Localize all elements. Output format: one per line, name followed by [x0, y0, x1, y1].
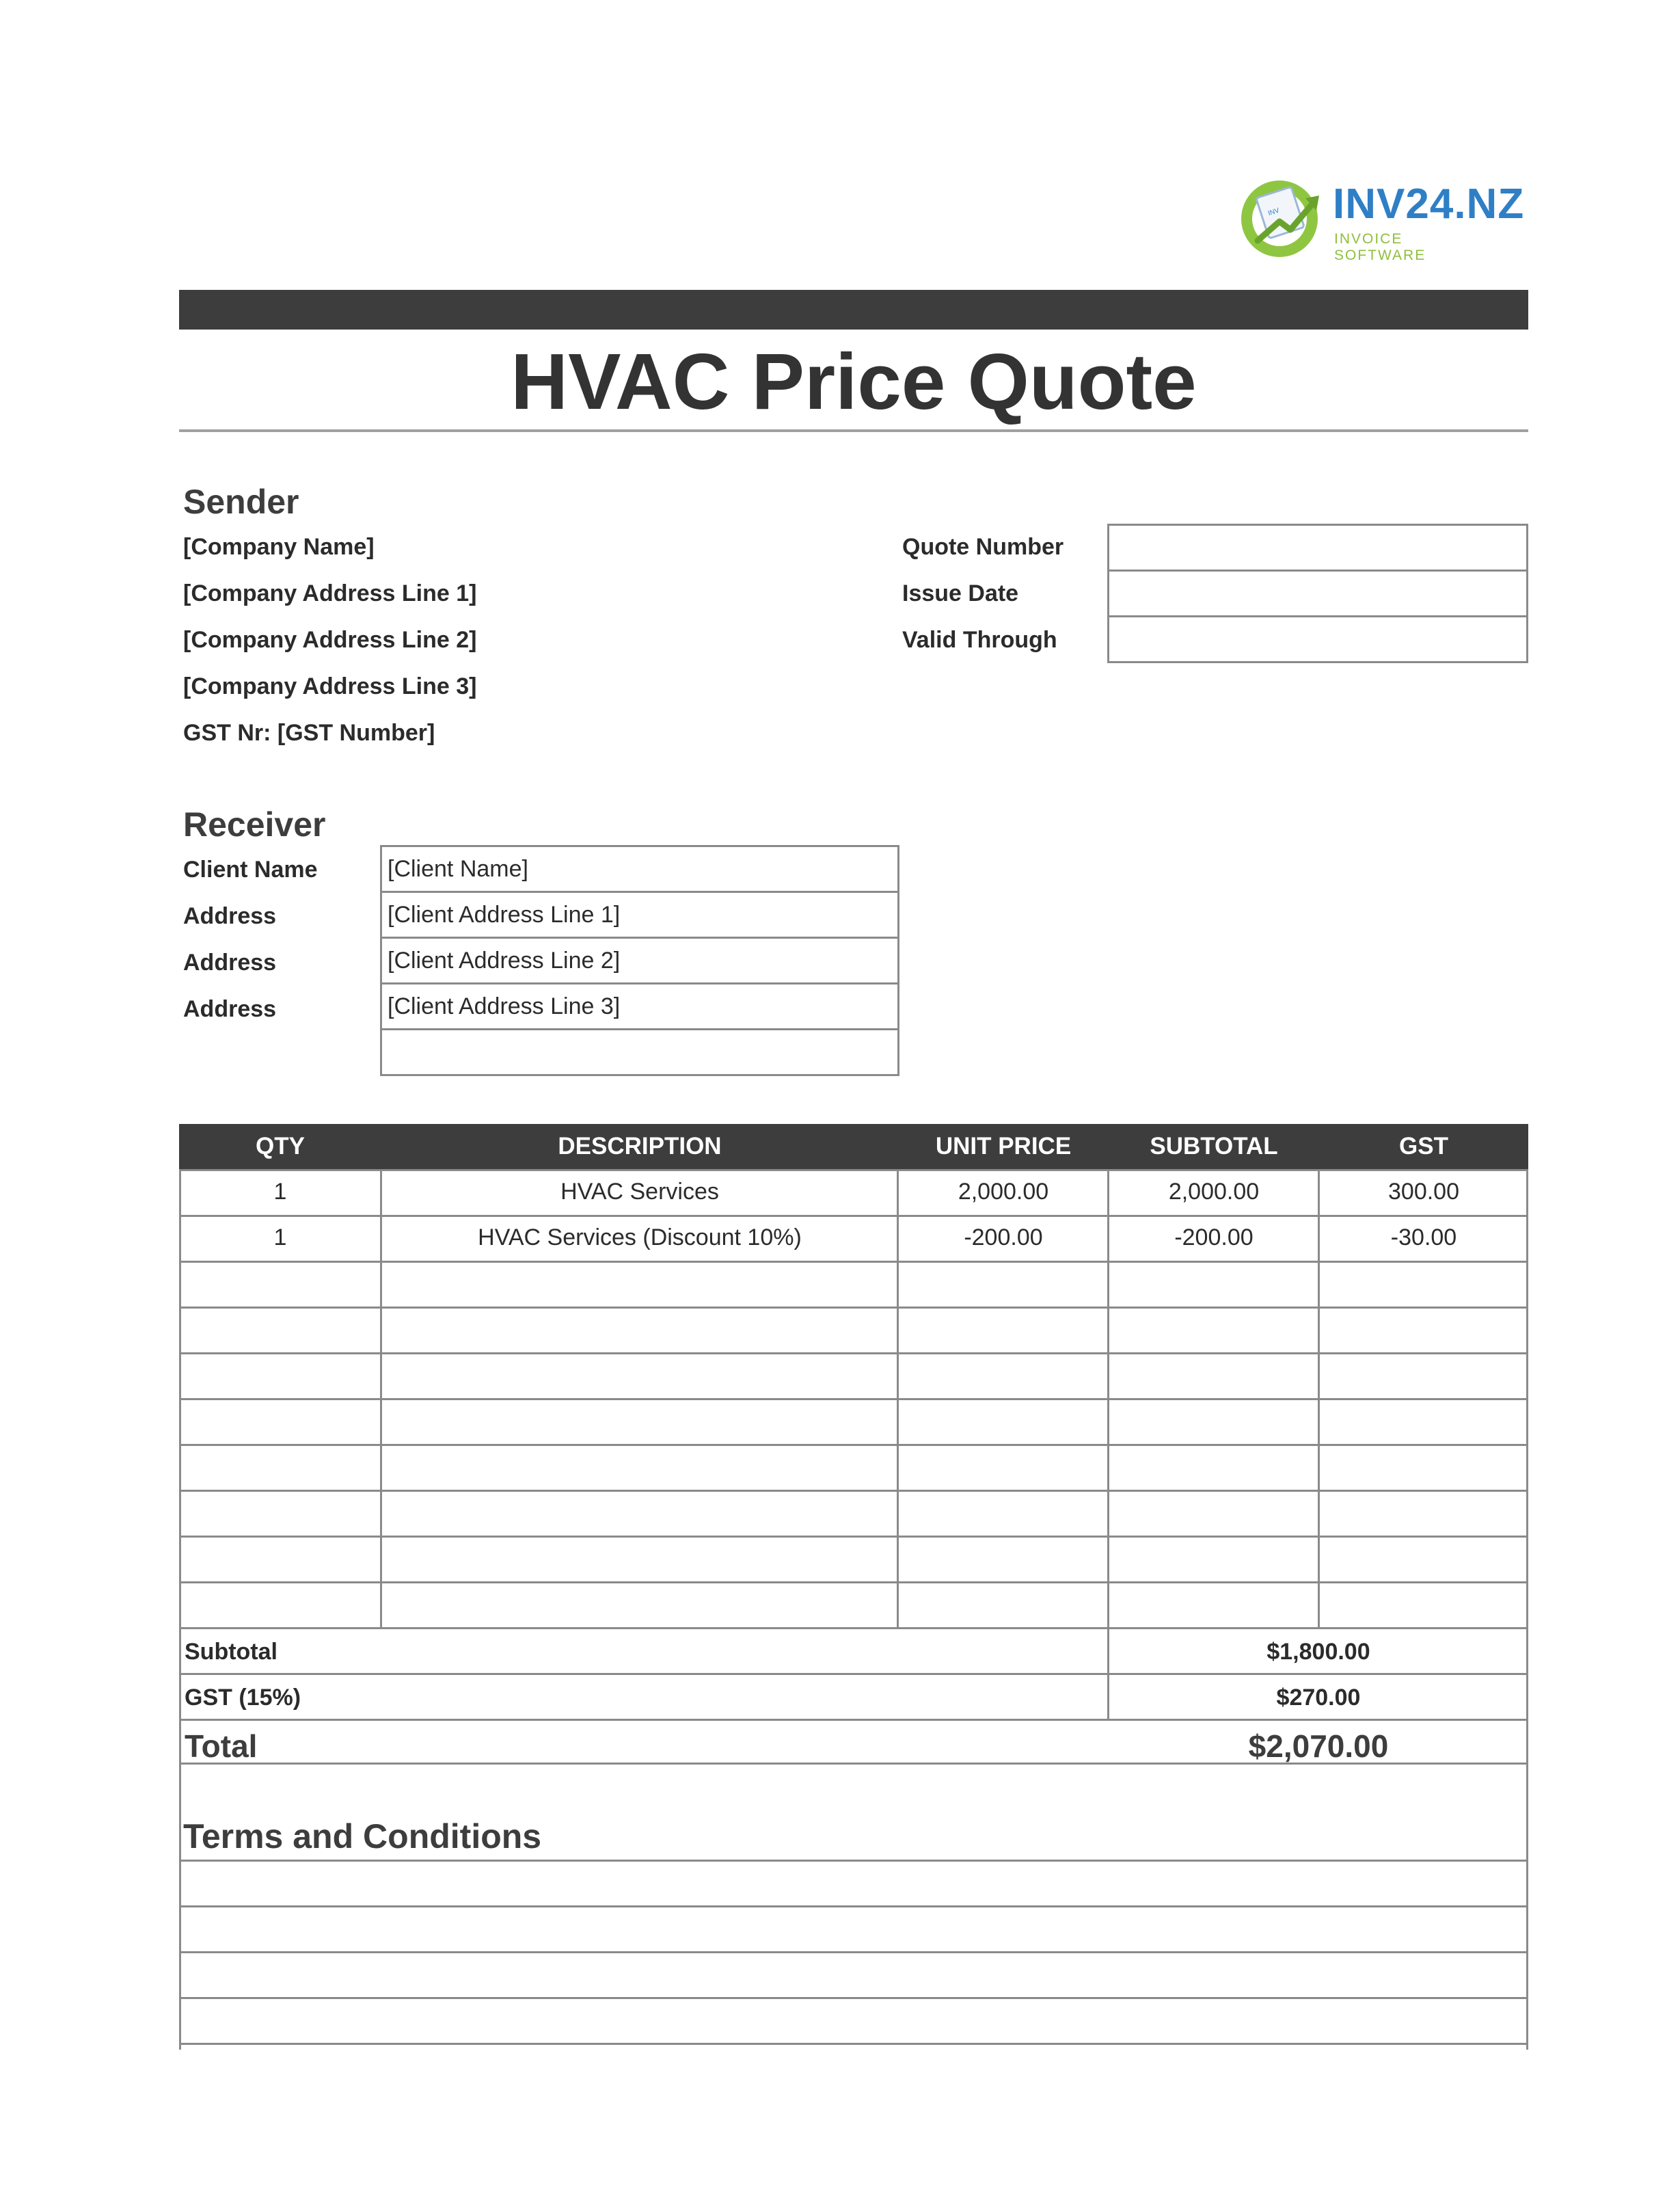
client-address-2-field[interactable]: [Client Address Line 2] [380, 937, 899, 984]
sender-gst-number: GST Nr: [GST Number] [183, 720, 435, 746]
sender-address-line-2: [Company Address Line 2] [183, 627, 477, 653]
grand-total-value: $2,070.00 [1248, 1728, 1389, 1764]
items-table-header [179, 1124, 1528, 1169]
table-row-divider [179, 1673, 1528, 1675]
table-row-divider [179, 1719, 1528, 1721]
col-header-subtotal: SUBTOTAL [1150, 1133, 1278, 1160]
sender-address-line-3: [Company Address Line 3] [183, 673, 477, 699]
row-2-description: HVAC Services (Discount 10%) [478, 1224, 802, 1250]
sender-company-name: [Company Name] [183, 534, 375, 560]
gst-total-label: GST (15%) [185, 1685, 301, 1711]
row-1-gst: 300.00 [1388, 1179, 1459, 1205]
col-header-gst: GST [1399, 1133, 1448, 1160]
row-2-unit-price: -200.00 [964, 1224, 1043, 1250]
company-logo [1237, 172, 1525, 263]
issue-date-label: Issue Date [902, 580, 1019, 606]
quote-number-label: Quote Number [902, 534, 1064, 560]
row-1-description: HVAC Services [560, 1179, 719, 1205]
logo-tagline: INVOICE SOFTWARE [1334, 231, 1426, 263]
terms-box [179, 1860, 1528, 2044]
valid-through-label: Valid Through [902, 627, 1057, 653]
grand-total-label: Total [185, 1728, 258, 1764]
col-header-description: DESCRIPTION [558, 1133, 722, 1160]
gst-total-value: $270.00 [1276, 1685, 1361, 1711]
client-address-3-label: Address [183, 996, 277, 1022]
client-name-field[interactable]: [Client Name] [380, 845, 899, 893]
receiver-heading: Receiver [183, 805, 326, 844]
sender-address-line-1: [Company Address Line 1] [183, 580, 477, 606]
terms-heading: Terms and Conditions [183, 1817, 542, 1855]
title-divider [179, 429, 1528, 432]
valid-through-field[interactable] [1107, 615, 1528, 663]
terms-line-3[interactable] [179, 1951, 1528, 1999]
row-2-subtotal: -200.00 [1174, 1224, 1254, 1250]
row-1-unit-price: 2,000.00 [958, 1179, 1049, 1205]
client-extra-field[interactable] [380, 1028, 899, 1076]
subtotal-value: $1,800.00 [1266, 1639, 1370, 1665]
col-header-unit-price: UNIT PRICE [935, 1133, 1072, 1160]
terms-line-1[interactable] [179, 1860, 1528, 1907]
col-header-qty: QTY [256, 1133, 305, 1160]
quote-number-field[interactable] [1107, 524, 1528, 572]
client-address-1-label: Address [183, 903, 277, 929]
sender-heading: Sender [183, 483, 299, 521]
header-bar [179, 290, 1528, 330]
client-name-label: Client Name [183, 857, 318, 883]
logo-mark-icon [1237, 172, 1326, 261]
issue-date-field[interactable] [1107, 570, 1528, 617]
terms-line-2[interactable] [179, 1905, 1528, 1953]
terms-line-4[interactable] [179, 1997, 1528, 2045]
row-1-subtotal: 2,000.00 [1168, 1179, 1260, 1205]
logo-brand-text: INV24.NZ [1333, 180, 1525, 228]
logo-badge-text: INV [1267, 206, 1281, 218]
document-title: HVAC Price Quote [511, 337, 1197, 426]
row-2-gst: -30.00 [1390, 1224, 1457, 1250]
client-address-2-label: Address [183, 950, 277, 976]
client-address-1-field[interactable]: [Client Address Line 1] [380, 891, 899, 939]
client-address-3-field[interactable]: [Client Address Line 3] [380, 982, 899, 1030]
subtotal-label: Subtotal [185, 1639, 277, 1665]
table-row-divider [179, 1627, 1528, 1629]
row-1-qty: 1 [273, 1179, 287, 1205]
row-2-qty: 1 [273, 1224, 287, 1250]
